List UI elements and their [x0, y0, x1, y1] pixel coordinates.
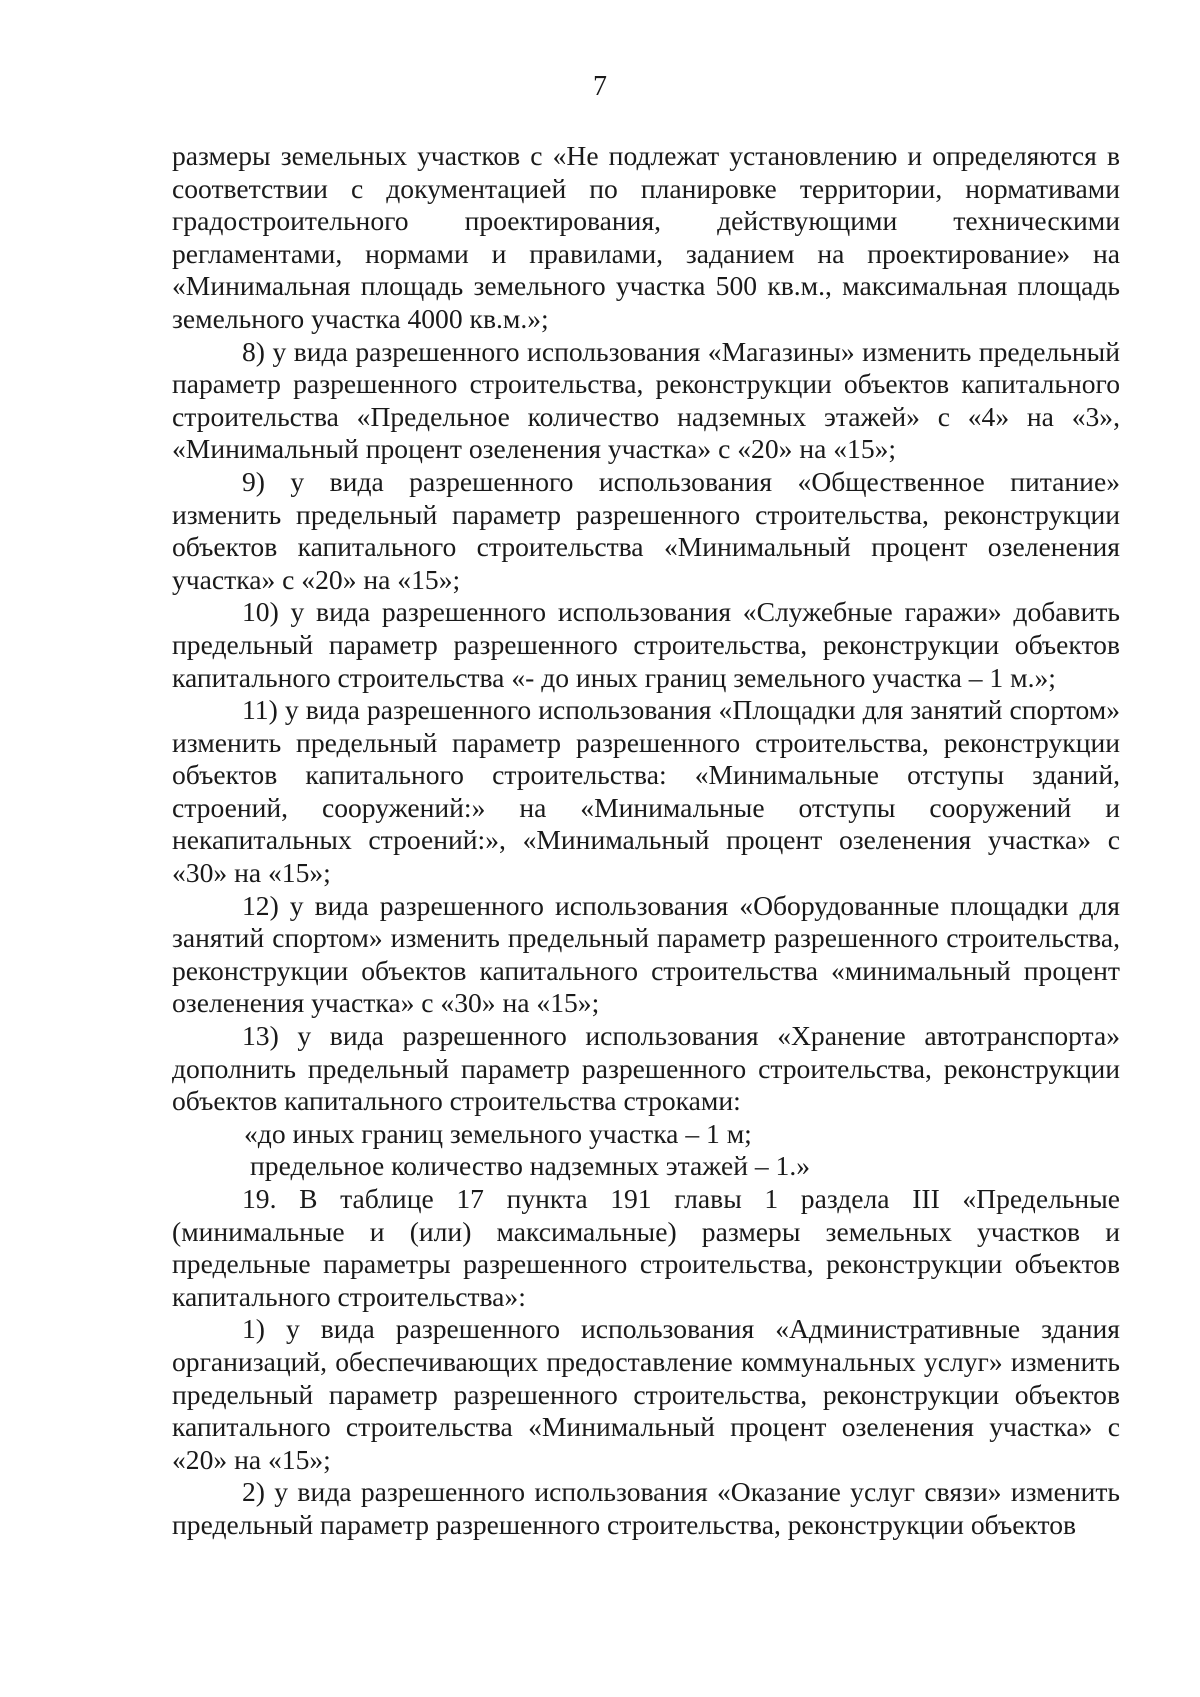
- quoted-line-1: «до иных границ земельного участка – 1 м;: [244, 1117, 752, 1149]
- paragraph-item-10: 10) у вида разрешенного использования «Служебные гаражи» добавить предельный параметр разрешенного строительства, реконструкции объектов капитального строительства «- до иных границ земельного участка – 1 м.»;: [172, 596, 1120, 693]
- paragraph-continuation: размеры земельных участков с «Не подлежат установлению и определяются в соответствии с документацией по планировке территории, нормативами градостроительного проектирования, действующими техническими регламентами, нормами и правилами, заданием на проектирование» на «Минимальная площадь земельного участка 500 кв.м., максимальная площадь земельного участка 4000 кв.м.»;: [172, 140, 1120, 334]
- page-number: 7: [593, 71, 607, 102]
- quoted-line-2: предельное количество надземных этажей – 1.»: [250, 1150, 811, 1182]
- paragraph-subitem-2: 2) у вида разрешенного использования «Оказание услуг связи» изменить предельный параметр разрешенного строительства, реконструкции объектов: [172, 1476, 1120, 1540]
- paragraph-item-13: 13) у вида разрешенного использования «Хранение автотранспорта» дополнить предельный параметр разрешенного строительства, реконструкции объектов капитального строительства строками:: [172, 1020, 1120, 1117]
- paragraph-item-9: 9) у вида разрешенного использования «Общественное питание» изменить предельный параметр разрешенного строительства, реконструкции объектов капитального строительства «Минимальный процент озеленения участка» с «20» на «15»;: [172, 465, 1120, 595]
- document-body: [172, 140, 1120, 1542]
- paragraph-section-19: 19. В таблице 17 пункта 191 главы 1 раздела III «Предельные (минимальные и (или) максимальные) размеры земельных участков и предельные параметры разрешенного строительства, реконструкции объектов капитального строительства»:: [172, 1183, 1120, 1312]
- paragraph-item-11: 11) у вида разрешенного использования «Площадки для занятий спортом» изменить предельный параметр разрешенного строительства, реконструкции объектов капитального строительства: «Минимальные отступы зданий, строений, сооружений:» на «Минимальные отступы сооружений и некапитальных строений:», «Минимальный процент озеленения участка» с «30» на «15»;: [172, 694, 1120, 889]
- paragraph-subitem-1: 1) у вида разрешенного использования «Административные здания организаций, обеспечивающих предоставление коммунальных услуг» изменить предельный параметр разрешенного строительства, реконструкции объектов капитального строительства «Минимальный процент озеленения участка» с «20» на «15»;: [172, 1313, 1120, 1475]
- paragraph-item-8: 8) у вида разрешенного использования «Магазины» изменить предельный параметр разрешенного строительства, реконструкции объектов капитального строительства «Предельное количество надземных этажей» с «4» на «3», «Минимальный процент озеленения участка» с «20» на «15»;: [172, 335, 1120, 465]
- paragraph-item-12: 12) у вида разрешенного использования «Оборудованные площадки для занятий спортом» изменить предельный параметр разрешенного строительства, реконструкции объектов капитального строительства «минимальный процент озеленения участка» с «30» на «15»;: [172, 889, 1120, 1019]
